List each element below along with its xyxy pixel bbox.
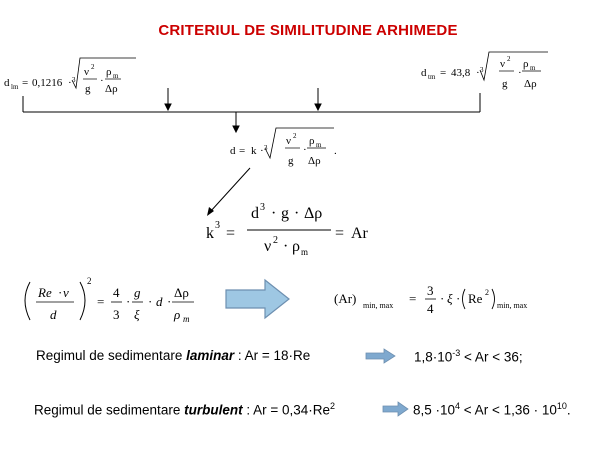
formula-d-lm — [4, 58, 136, 95]
regime-arrow-icon — [383, 402, 408, 416]
svg-text:·: · — [518, 67, 522, 79]
formula-k3 — [206, 202, 369, 257]
ar-xi: ξ — [447, 291, 453, 306]
svg-text:g: g — [281, 205, 289, 222]
fb-den: 3 — [113, 307, 120, 322]
svg-text:3: 3 — [480, 66, 484, 74]
svg-text:ν: ν — [500, 58, 505, 70]
svg-text:=: = — [22, 77, 29, 89]
regime-laminar-kind: laminar — [186, 348, 235, 363]
d-tm-label: d — [421, 67, 427, 79]
implication-arrow-icon — [226, 280, 289, 318]
svg-text:2: 2 — [293, 132, 297, 140]
svg-text:ρ: ρ — [523, 58, 529, 70]
d-lm-coef: 0,1216 — [32, 77, 63, 89]
regime-turbulent: Regimul de sedimentare turbulent : $Ar = 0,34\cdot Re^2$ — [34, 401, 336, 418]
svg-text:·: · — [476, 67, 480, 79]
regime-turbulent-relation: : Ar = 0,34·Re — [242, 402, 330, 418]
svg-text:·: · — [283, 238, 289, 255]
svg-text:·: · — [456, 291, 461, 306]
ar-frac-num: 3 — [427, 283, 434, 298]
svg-text:2: 2 — [485, 288, 489, 297]
svg-text:m: m — [530, 64, 536, 72]
d-tm-coef: 43,8 — [451, 67, 471, 79]
k3-rhs: Ar — [351, 225, 368, 242]
svg-text:·: · — [294, 205, 300, 222]
svg-text:3: 3 — [260, 202, 265, 213]
svg-text:2: 2 — [507, 55, 511, 63]
svg-text:=: = — [440, 67, 447, 79]
ar-range-sub-2: min, max — [497, 301, 528, 310]
svg-text:ρ: ρ — [309, 135, 315, 147]
svg-text:Δρ: Δρ — [304, 205, 323, 222]
svg-text:·: · — [271, 205, 277, 222]
fb-rho: ρ — [174, 307, 181, 322]
regime-laminar-prefix: Regimul de sedimentare — [36, 348, 187, 363]
fb-nu: ν — [63, 285, 69, 300]
d-lm-sub: lm — [11, 83, 19, 91]
svg-text:=: = — [335, 225, 345, 242]
fb-xi: ξ — [134, 307, 140, 322]
svg-text:Δρ: Δρ — [524, 78, 537, 90]
formula-force-balance — [25, 276, 194, 324]
regime-laminar-range: $1,8\cdot 10^{-3} < Ar < 36$; — [414, 348, 523, 365]
svg-text:Δρ: Δρ — [308, 155, 321, 167]
svg-text:g: g — [288, 155, 294, 167]
formula-d-tm — [421, 52, 548, 90]
svg-text:ρ: ρ — [106, 66, 112, 78]
svg-text:m: m — [316, 141, 322, 149]
svg-text:m: m — [183, 314, 190, 324]
svg-text:2: 2 — [273, 235, 278, 246]
svg-text:·: · — [303, 144, 307, 156]
svg-text:g: g — [85, 83, 91, 95]
d-general-label: d — [230, 145, 236, 157]
ar-bracket: (Ar) — [334, 291, 357, 306]
ar-frac-den: 4 — [427, 301, 434, 316]
fb-d: d — [50, 307, 57, 322]
svg-text:ν: ν — [84, 66, 89, 78]
svg-text:=: = — [97, 294, 105, 309]
arrow-to-k3 — [207, 168, 250, 216]
regime-turbulent-prefix: Regimul de sedimentare — [34, 402, 185, 418]
svg-text:=: = — [409, 291, 417, 306]
k3-lhs: k — [206, 225, 214, 242]
d-general-coef: k — [251, 145, 257, 157]
svg-text:·: · — [167, 294, 172, 309]
regime-laminar-relation: : Ar = 18·Re — [234, 348, 311, 363]
fb-drho: Δρ — [174, 285, 189, 300]
fb-g: g — [134, 285, 141, 300]
svg-text:.: . — [334, 145, 337, 157]
svg-text:=: = — [226, 225, 236, 242]
svg-text:ρ: ρ — [292, 238, 300, 255]
regime-arrow-icon — [366, 349, 395, 363]
formula-ar-range — [334, 283, 527, 316]
svg-text:m: m — [113, 72, 119, 80]
svg-text:·: · — [100, 75, 104, 87]
svg-text:2: 2 — [87, 276, 92, 286]
regime-laminar — [36, 348, 310, 363]
svg-text:d: d — [251, 205, 259, 222]
regime-turbulent-range: $8,5 \cdot 10^4 < Ar < 1,36 \cdot 10^{10}$. — [413, 401, 571, 418]
ar-re: Re — [468, 291, 483, 306]
svg-text:·: · — [148, 294, 153, 309]
svg-text:·: · — [126, 294, 131, 309]
timeline — [23, 88, 480, 132]
regime-turbulent-kind: turbulent — [184, 402, 243, 418]
fb-num: 4 — [113, 285, 120, 300]
svg-text:=: = — [239, 145, 246, 157]
svg-text:3: 3 — [72, 76, 76, 84]
formula-d-general — [230, 128, 337, 167]
d-lm-label: d — [4, 77, 10, 89]
svg-text:·: · — [58, 285, 63, 300]
svg-text:ν: ν — [286, 135, 291, 147]
svg-text:2: 2 — [91, 63, 95, 71]
svg-text:Δρ: Δρ — [105, 83, 118, 95]
svg-text:·: · — [68, 77, 72, 89]
svg-text:ν: ν — [264, 238, 272, 255]
svg-text:d: d — [156, 294, 163, 309]
ar-range-sub: min, max — [363, 301, 394, 310]
svg-text:m: m — [301, 247, 309, 257]
d-tm-sub: tm — [428, 73, 436, 81]
svg-text:·: · — [440, 291, 445, 306]
svg-text:3: 3 — [264, 144, 268, 152]
svg-text:g: g — [502, 78, 508, 90]
fb-re: Re — [38, 285, 52, 300]
page-title: CRITERIUL DE SIMILITUDINE ARHIMEDE — [158, 22, 458, 39]
svg-text:3: 3 — [215, 220, 220, 231]
svg-text:·: · — [260, 145, 264, 157]
